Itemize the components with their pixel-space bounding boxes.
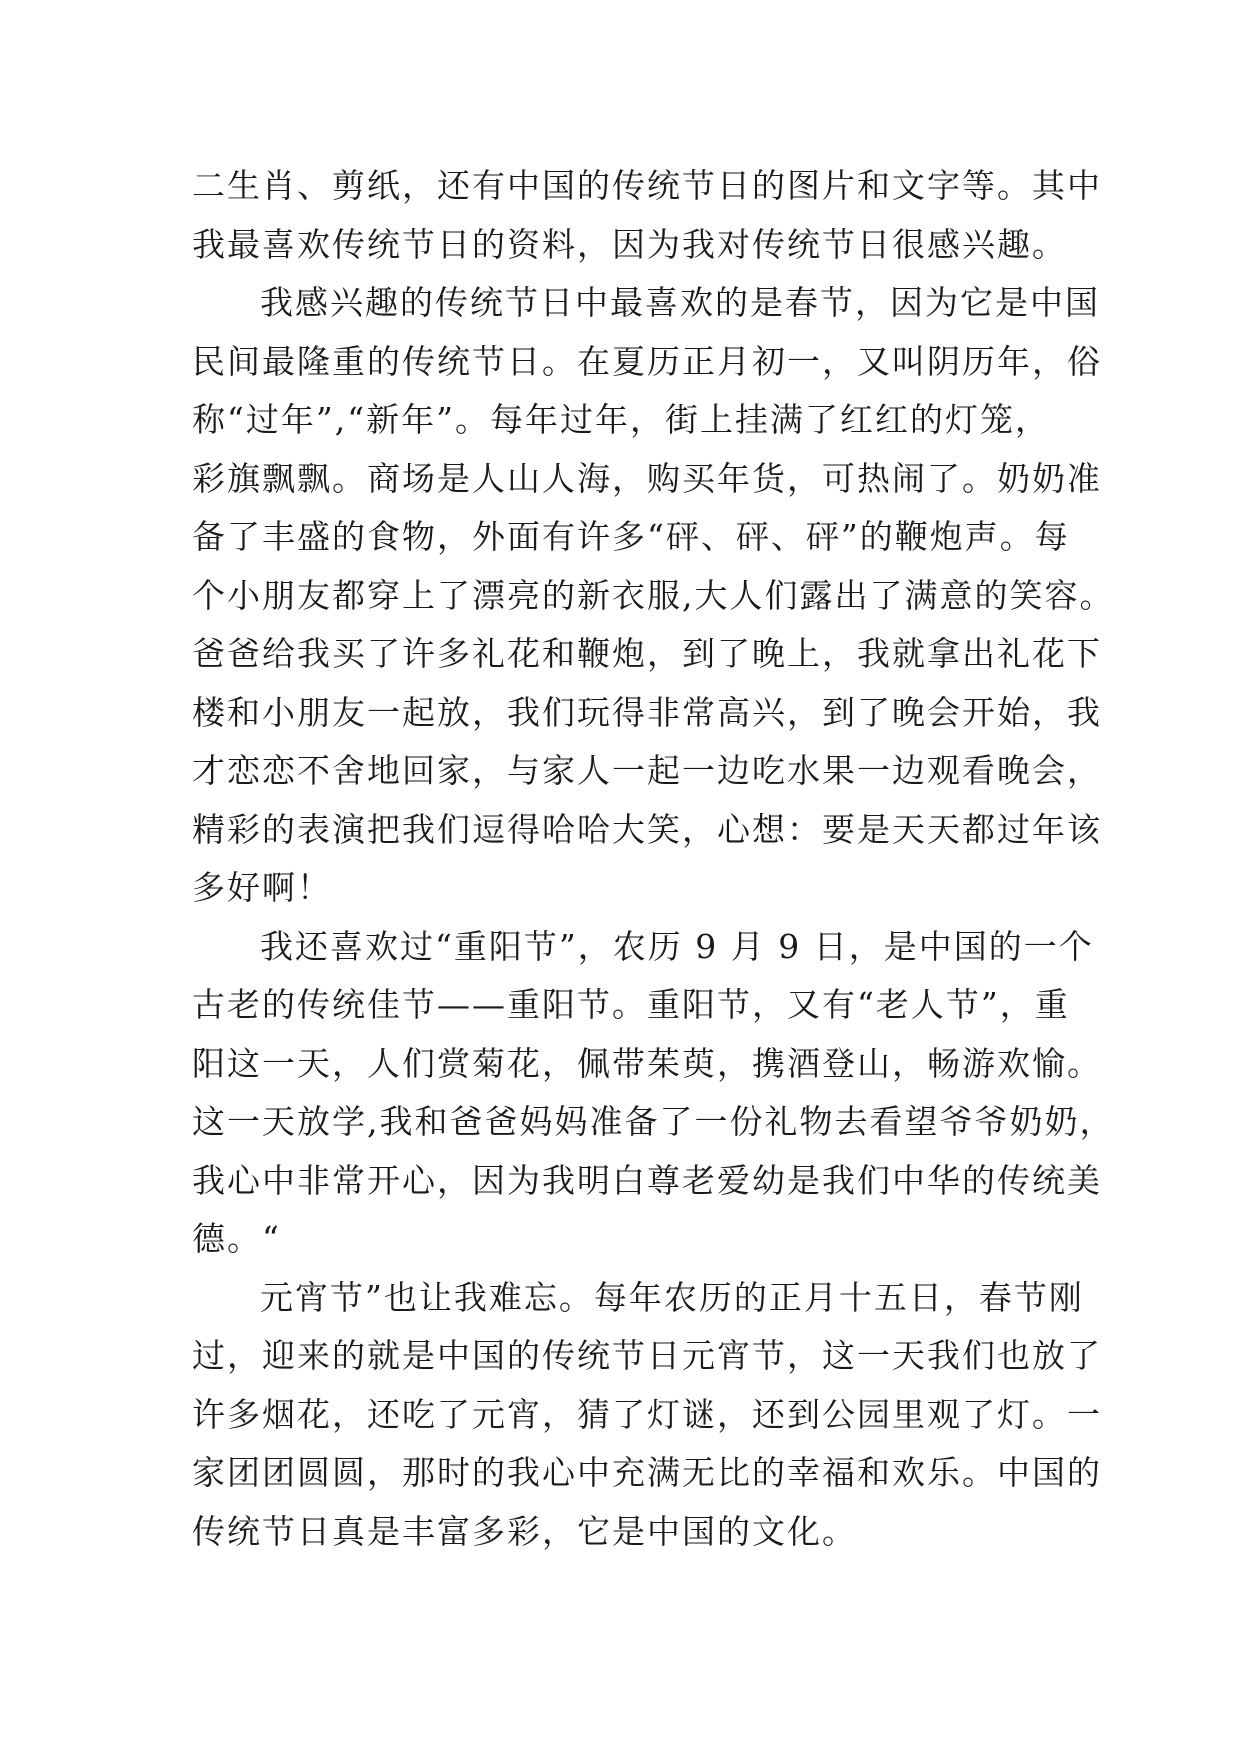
text-line: 楼和小朋友一起放，我们玩得非常高兴，到了晚会开始，我 bbox=[192, 692, 1102, 732]
text-line: 我最喜欢传统节日的资料，因为我对传统节日很感兴趣。 bbox=[192, 224, 1067, 264]
text-line: 个小朋友都穿上了漂亮的新衣服,大人们露出了满意的笑容。 bbox=[192, 575, 1115, 615]
text-line: 备了丰盛的食物，外面有许多“砰、砰、砰”的鞭炮声。每 bbox=[192, 517, 1070, 556]
text-line: 传统节日真是丰富多彩，它是中国的文化。 bbox=[192, 1511, 857, 1551]
paragraph bbox=[192, 157, 1102, 274]
paragraph bbox=[192, 274, 1115, 918]
essay-body bbox=[192, 157, 1115, 1561]
text-line: 许多烟花，还吃了元宵，猜了灯谜，还到公园里观了灯。一 bbox=[192, 1394, 1102, 1434]
text-line: 古老的传统佳节——重阳节。重阳节，又有“老人节”，重 bbox=[192, 985, 1070, 1024]
text-line: 民间最隆重的传统节日。在夏历正月初一，又叫阴历年，俗 bbox=[192, 341, 1102, 381]
text-line: 精彩的表演把我们逗得哈哈大笑，心想：要是天天都过年该 bbox=[192, 809, 1102, 849]
text-line: 阳这一天，人们赏菊花，佩带茱萸，携酒登山，畅游欢愉。 bbox=[192, 1043, 1102, 1083]
text-line: 过，迎来的就是中国的传统节日元宵节，这一天我们也放了 bbox=[192, 1336, 1102, 1375]
text-line: 德。“ bbox=[192, 1219, 281, 1258]
text-line: 我感兴趣的传统节日中最喜欢的是春节，因为它是中国 bbox=[260, 283, 1100, 322]
text-line: 元宵节”也让我难忘。每年农历的正月十五日，春节刚 bbox=[260, 1277, 1084, 1317]
text-line: 彩旗飘飘。商场是人山人海，购买年货，可热闹了。奶奶准 bbox=[192, 458, 1102, 498]
text-line: 这一天放学,我和爸爸妈妈准备了一份礼物去看望爷爷奶奶， bbox=[192, 1102, 1115, 1141]
text-line: 我心中非常开心，因为我明白尊老爱幼是我们中华的传统美 bbox=[192, 1160, 1102, 1200]
text-line: 爸爸给我买了许多礼花和鞭炮，到了晚上，我就拿出礼花下 bbox=[192, 634, 1102, 673]
text-line: 多好啊！ bbox=[192, 868, 332, 907]
text-line: 才恋恋不舍地回家，与家人一起一边吃水果一边观看晚会， bbox=[192, 751, 1102, 790]
text-line: 二生肖、剪纸，还有中国的传统节日的图片和文字等。其中 bbox=[192, 166, 1102, 205]
paragraph bbox=[192, 918, 1115, 1269]
text-line: 家团团圆圆，那时的我心中充满无比的幸福和欢乐。中国的 bbox=[192, 1453, 1102, 1492]
paragraph bbox=[192, 1269, 1102, 1562]
text-line: 称“过年”,“新年”。每年过年，街上挂满了红红的灯笼， bbox=[192, 400, 1050, 439]
text-line: 我还喜欢过“重阳节”，农历 9 月 9 日，是中国的一个 bbox=[260, 926, 1094, 966]
